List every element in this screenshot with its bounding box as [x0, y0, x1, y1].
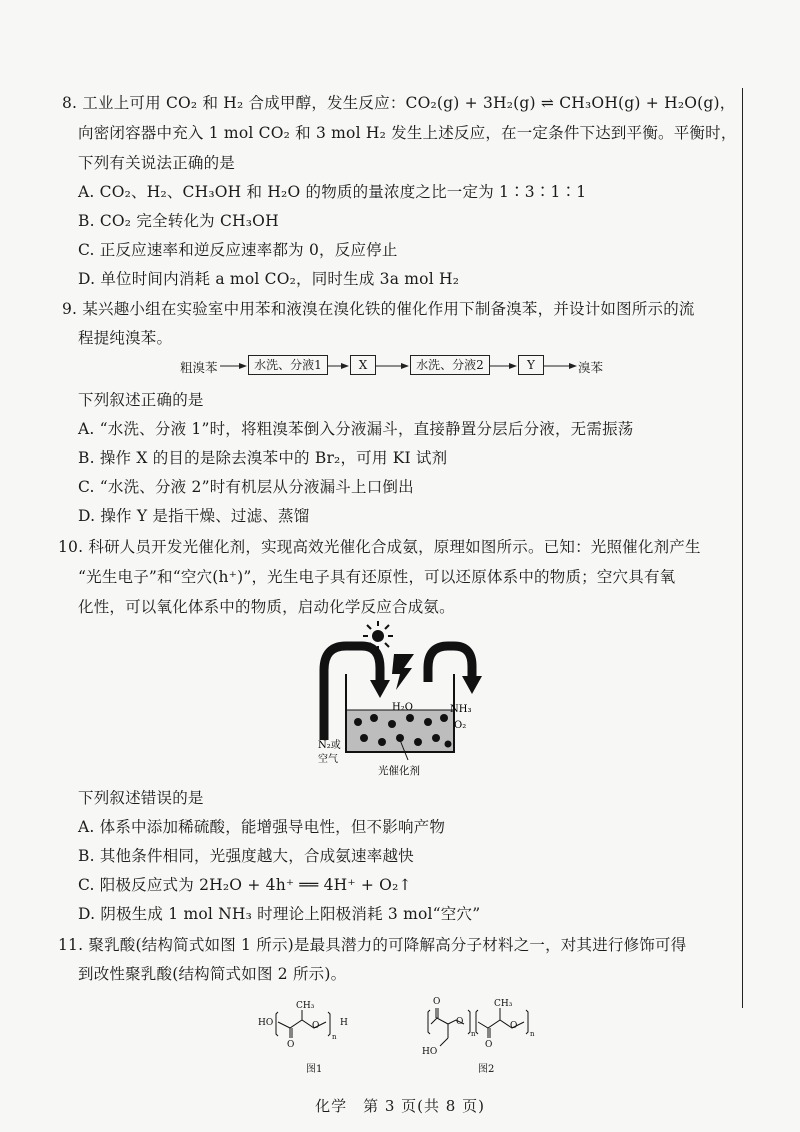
- q8-stem-line1: 8. 工业上可用 CO₂ 和 H₂ 合成甲醇，发生反应：CO₂(g) + 3H₂(g) ⇌ CH₃OH(g) + H₂O(g)，: [62, 94, 736, 112]
- n2-label: N₂或: [318, 740, 341, 751]
- flow-step2-box: 水洗、分液2: [410, 355, 490, 375]
- q9-prompt: 下列叙述正确的是: [78, 391, 204, 409]
- page-footer: 化学 第 3 页(共 8 页): [315, 1097, 485, 1115]
- fig1-ch3: CH₃: [296, 1001, 315, 1011]
- q10-stem-line2: “光生电子”和“空穴(h⁺)”，光生电子具有还原性，可以还原体系中的物质；空穴具有氧: [78, 568, 676, 586]
- fig1-o-bottom: O: [287, 1040, 295, 1050]
- fig2-o-right: O: [510, 1021, 518, 1031]
- column-rule: [742, 88, 743, 1008]
- water-label: H₂O: [392, 702, 413, 713]
- nh3-label: NH₃: [450, 704, 472, 715]
- q9-flowchart: [180, 355, 650, 377]
- q9-option-d: D. 操作 Y 是指干燥、过滤、蒸馏: [78, 507, 310, 525]
- fig1-ho: HO: [258, 1018, 274, 1028]
- q10-prompt: 下列叙述错误的是: [78, 789, 204, 807]
- q10-option-a: A. 体系中添加稀硫酸，能增强导电性，但不影响产物: [78, 818, 446, 836]
- fig1-caption: 图1: [306, 1064, 323, 1075]
- q8-option-c: C. 正反应速率和逆反应速率都为 0，反应停止: [78, 241, 398, 259]
- fig2-n-mid: n: [471, 1030, 476, 1038]
- air-label: 空气: [318, 754, 338, 765]
- fig2-caption: 图2: [478, 1064, 495, 1075]
- q10-option-d: D. 阴极生成 1 mol NH₃ 时理论上阳极消耗 3 mol“空穴”: [78, 905, 481, 923]
- q8-option-b: B. CO₂ 完全转化为 CH₃OH: [78, 212, 279, 230]
- q9-option-a: A. “水洗、分液 1”时，将粗溴苯倒入分液漏斗，直接静置分层后分液，无需振荡: [78, 420, 634, 438]
- q9-option-b: B. 操作 X 的目的是除去溴苯中的 Br₂，可用 KI 试剂: [78, 449, 448, 467]
- fig1-n: n: [332, 1033, 337, 1041]
- q9-stem-line2: 程提纯溴苯。: [78, 329, 173, 347]
- polylactic-acid-structures: [250, 990, 570, 1080]
- q10-stem-line1: 10. 科研人员开发光催化剂，实现高效光催化合成氨，原理如图所示。已知：光照催化剂产生: [58, 538, 701, 556]
- fig2-ch3: CH₃: [494, 999, 513, 1009]
- q8-option-a: A. CO₂、H₂、CH₃OH 和 H₂O 的物质的量浓度之比一定为 1∶3∶1∶1: [78, 183, 587, 201]
- photocatalysis-diagram: [316, 618, 500, 778]
- fig1-h-end: H: [340, 1018, 348, 1028]
- fig2-n-end: n: [530, 1030, 535, 1038]
- fig1-o-ring: O: [312, 1021, 320, 1031]
- q8-stem-line3: 下列有关说法正确的是: [78, 154, 236, 172]
- fig2-ho: HO: [422, 1047, 438, 1057]
- o2-label: O₂: [454, 720, 467, 731]
- catalyst-label: 光催化剂: [378, 765, 420, 777]
- fig2-o-mid: O: [456, 1017, 464, 1027]
- q9-stem-line1: 9. 某兴趣小组在实验室中用苯和液溴在溴化铁的催化作用下制备溴苯，并设计如图所示的流: [62, 300, 695, 318]
- q10-option-b: B. 其他条件相同，光强度越大，合成氨速率越快: [78, 847, 414, 865]
- flow-end-label: 溴苯: [578, 360, 604, 375]
- fig2-o-top: O: [433, 997, 441, 1007]
- flow-y-box: Y: [518, 355, 544, 375]
- flow-start-label: 粗溴苯: [180, 360, 218, 375]
- q11-stem-line2: 到改性聚乳酸(结构简式如图 2 所示)。: [78, 965, 347, 983]
- light-bolt-icon: [392, 654, 414, 690]
- q10-option-c: C. 阳极反应式为 2H₂O + 4h⁺ ══ 4H⁺ + O₂↑: [78, 876, 412, 894]
- q10-photocatalysis-figure: [316, 618, 500, 778]
- q11-structure-figures: [250, 990, 570, 1080]
- q8-option-d: D. 单位时间内消耗 a mol CO₂，同时生成 3a mol H₂: [78, 270, 460, 288]
- q8-stem-line2: 向密闭容器中充入 1 mol CO₂ 和 3 mol H₂ 发生上述反应，在一定条件下达到平衡。平衡时，: [78, 124, 737, 142]
- fig2-o-bottom: O: [485, 1040, 493, 1050]
- q11-stem-line1: 11. 聚乳酸(结构简式如图 1 所示)是最具潜力的可降解高分子材料之一，对其进行修饰可得: [58, 936, 687, 954]
- flow-step1-box: 水洗、分液1: [248, 355, 328, 375]
- q10-stem-line3: 化性，可以氧化体系中的物质，启动化学反应合成氨。: [78, 598, 455, 616]
- flow-x-box: X: [350, 355, 376, 375]
- q9-option-c: C. “水洗、分液 2”时有机层从分液漏斗上口倒出: [78, 478, 414, 496]
